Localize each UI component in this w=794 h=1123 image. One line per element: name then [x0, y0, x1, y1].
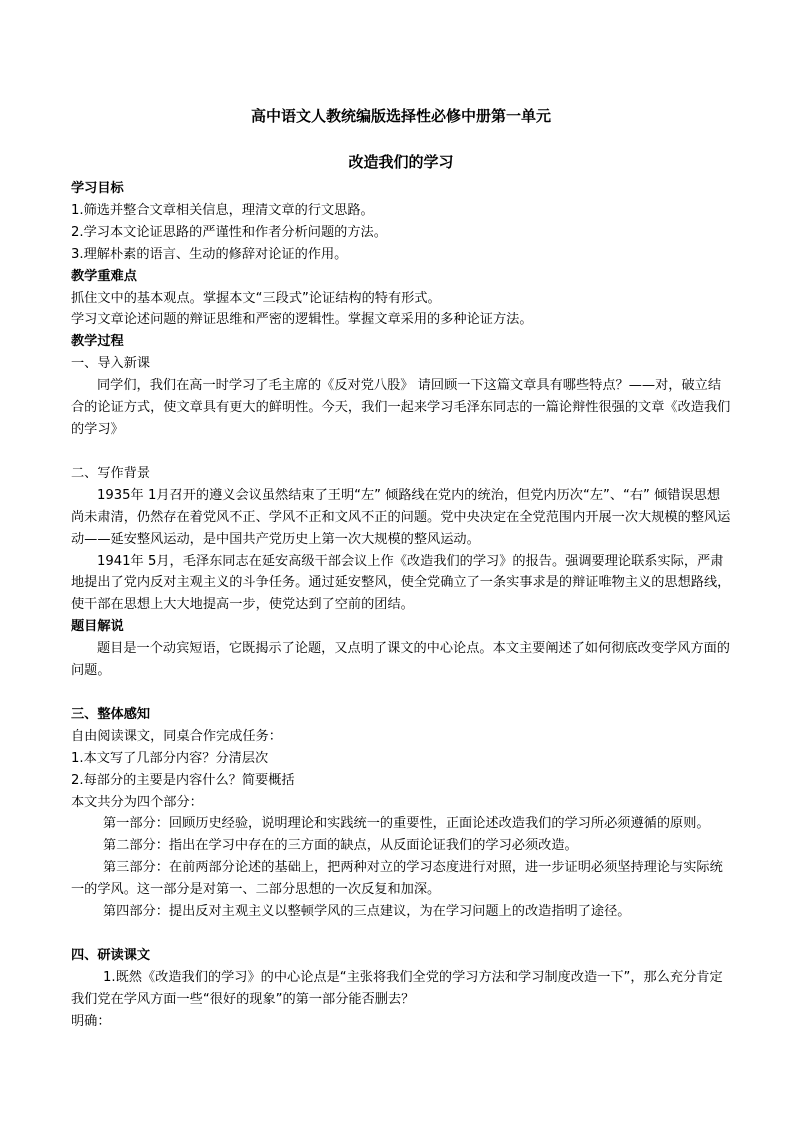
- goal-item: 1.筛选并整合文章相关信息，理清文章的行文思路。: [71, 202, 374, 218]
- document-title: 高中语文人教统编版选择性必修中册第一单元: [250, 107, 551, 125]
- title-explain-paragraph: 题目是一个动宾短语，它既揭示了论题，又点明了课文的中心论点。本文主要阐述了如何彻底改变学风方面的问题。: [71, 641, 730, 679]
- spacer: [71, 923, 731, 945]
- background-paragraph: 1941年 5月，毛泽东同志在延安高级干部会议上作《改造我们的学习》的报告。强调要理论联系实际，严肃地提出了党内反对主观主义的斗争任务。通过延安整风，使全党确立了一条实事求是的辩证唯物主义的思想路线，使干部在思想上大大地提高一步，使党达到了空前的团结。: [71, 553, 731, 613]
- intro-heading: 一、导入新课: [71, 356, 151, 372]
- spacer: [71, 441, 731, 463]
- lesson-title: 改造我们的学习: [348, 153, 454, 171]
- study-question: 1.既然《改造我们的学习》的中心论点是“主张将我们全党的学习方法和学习制度改造一下”，那么充分肯定我们党在学风方面一些“很好的现象”的第一部分能否删去？: [71, 969, 723, 1007]
- intro-paragraph: 同学们，我们在高一时学习了毛主席的《反对党八股》 请回顾一下这篇文章具有哪些特点？——对，破立结合的论证方式，使文章具有更大的鲜明性。今天，我们一起来学习毛泽东同志的一篇论辩性很强的文章《改造我们的学习》: [71, 378, 731, 437]
- document-body: [71, 104, 731, 1033]
- part-summary: 第二部分：指出在学习中存在的三方面的缺点，从反面论证我们的学习必须改造。: [103, 838, 578, 854]
- key-point-item: 学习文章论述问题的辩证思维和严密的逻辑性。掌握文章采用的多种论证方法。: [71, 312, 533, 328]
- key-points-heading: 教学重难点: [71, 268, 137, 284]
- overall-line: 2.每部分的主要是内容什么？简要概括: [71, 772, 295, 788]
- overall-heading: 三、整体感知: [71, 706, 151, 722]
- background-paragraph: 1935年 1月召开的遵义会议虽然结束了王明“左” 倾路线在党内的统治，但党内历次“左”、“右” 倾错误思想尚未肃清，仍然存在着党风不正、学风不正和文风不正的问题。党中央决定在全党范围内开展一次大规模的整风运动——延安整风运动，是中国共产党历史上第一次大规模的整风运动。: [71, 487, 731, 547]
- overall-line: 1.本文写了几部分内容？分清层次: [71, 750, 269, 766]
- spacer: [71, 682, 731, 704]
- part-summary: 第三部分：在前两部分论述的基础上，把两种对立的学习态度进行对照，进一步证明必须坚持理论与实际统一的学风。这一部分是对第一、二部分思想的一次反复和加深。: [71, 860, 723, 898]
- key-point-item: 抓住文中的基本观点。掌握本文“三段式”论证结构的特有形式。: [71, 290, 441, 306]
- goals-heading: 学习目标: [71, 181, 124, 196]
- part-summary: 第四部分：提出反对主观主义以整顿学风的三点建议，为在学习问题上的改造指明了途径。: [103, 904, 631, 920]
- goal-item: 3.理解朴素的语言、生动的修辞对论证的作用。: [71, 246, 348, 262]
- goal-item: 2.学习本文论证思路的严谨性和作者分析问题的方法。: [71, 224, 387, 240]
- process-heading: 教学过程: [71, 334, 124, 350]
- background-heading: 二、写作背景: [71, 465, 151, 481]
- overall-line: 自由阅读课文，同桌合作完成任务：: [71, 728, 282, 744]
- study-heading: 四、研读课文: [71, 948, 151, 963]
- overall-line: 本文共分为四个部分：: [71, 794, 203, 810]
- title-explain-heading: 题目解说: [71, 619, 124, 635]
- part-summary: 第一部分：回顾历史经验，说明理论和实践统一的重要性，正面论述改造我们的学习所必须遵循的原则。: [103, 816, 710, 832]
- answer-label: 明确：: [71, 1013, 111, 1029]
